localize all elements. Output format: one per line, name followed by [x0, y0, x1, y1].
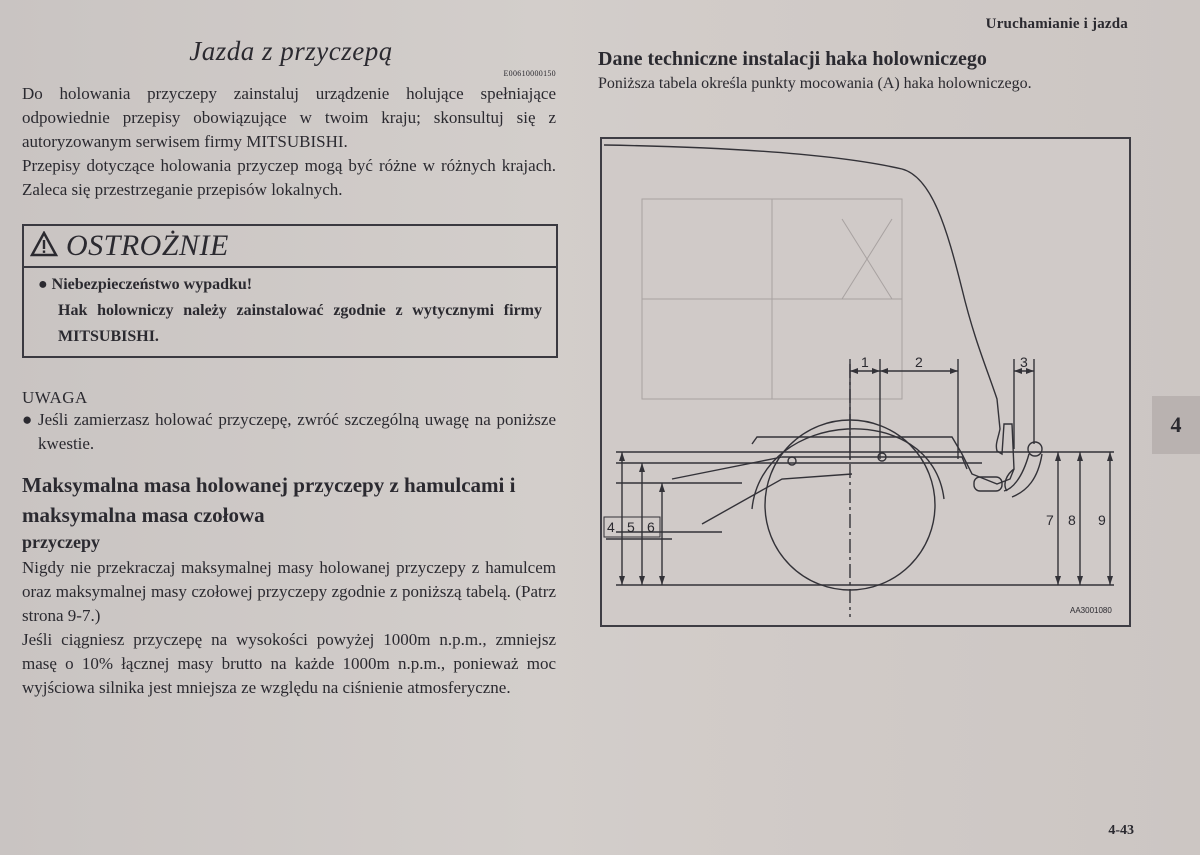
dim-label-9: 9 — [1098, 512, 1106, 528]
dim-label-3: 3 — [1020, 354, 1028, 370]
wheel-arch — [752, 429, 944, 509]
paragraph-1: Do holowania przyczepy zainstaluj urządzenie holujące spełniające odpowiednie przepisy obowiązujące w twoim kraju; skonsultuj się z autoryzowanym serwisem firmy MITSUBISHI. — [22, 84, 556, 151]
dim-label-7: 7 — [1046, 512, 1054, 528]
page-number: 4-43 — [1108, 823, 1134, 838]
left-column — [22, 30, 560, 700]
subheading: Maksymalna masa holowanej przyczepy z hamulcami i maksymalna masa czołowa — [22, 473, 516, 527]
caution-box — [22, 224, 558, 358]
tow-ball — [1028, 442, 1042, 456]
running-header: Uruchamianie i jazda — [985, 16, 1128, 32]
diagram-svg — [602, 139, 1129, 625]
right-column — [598, 48, 1133, 95]
note-label: UWAGA — [22, 388, 88, 407]
section-title: Jazda z przyczepą — [189, 36, 393, 66]
paragraph-2: Przepisy dotyczące holowania przyczep mogą być różne w różnych krajach. Zaleca się przestrzeganie przepisów lokalnych. — [22, 156, 556, 199]
warning-triangle-icon — [30, 231, 58, 262]
subheading-tail: przyczepy — [22, 532, 100, 552]
caution-line-2: Hak holowniczy należy zainstalować zgodnie z wytycznymi firmy MITSUBISHI. — [58, 302, 542, 345]
caution-header — [24, 226, 556, 268]
dim-label-5: 5 — [627, 519, 635, 535]
chapter-tab: 4 — [1152, 396, 1200, 454]
diagram-code: AA3001080 — [1070, 606, 1112, 615]
dim-label-8: 8 — [1068, 512, 1076, 528]
bullet-icon: ● — [38, 276, 52, 293]
dim-label-2: 2 — [915, 354, 923, 370]
caution-body — [24, 268, 556, 356]
dim-label-1: 1 — [861, 354, 869, 370]
note-text: Jeśli zamierzasz holować przyczepę, zwróć szczególną uwagę na poniższe kwestie. — [38, 410, 556, 453]
document-code: E00610000150 — [503, 69, 556, 78]
right-title: Dane techniczne instalacji haka holowniczego — [598, 48, 987, 70]
caution-title: OSTROŻNIE — [66, 229, 229, 262]
right-intro: Poniższa tabela określa punkty mocowania (A) haka holowniczego. — [598, 75, 1032, 92]
dim-label-4: 4 — [607, 519, 615, 535]
caution-line-1: Niebezpieczeństwo wypadku! — [51, 276, 253, 293]
paragraph-3: Nigdy nie przekraczaj maksymalnej masy holowanej przyczepy z hamulcem oraz maksymalnej masy czołowej przyczepy zgodnie z poniższą tabelą. (Patrz strona 9-7.) — [22, 558, 556, 625]
paragraph-4: Jeśli ciągniesz przyczepę na wysokości powyżej 1000m n.p.m., zmniejsz masę o 10% łącznej masy brutto na każde 1000m n.p.m., ponieważ moc wyjściowa silnika jest mniejsza ze względu na ciśnienie atmosferyczne. — [22, 630, 556, 697]
tow-hitch-diagram — [600, 137, 1131, 627]
dim-label-6: 6 — [647, 519, 655, 535]
bullet-icon: ● — [22, 410, 33, 429]
note-item — [22, 408, 560, 456]
